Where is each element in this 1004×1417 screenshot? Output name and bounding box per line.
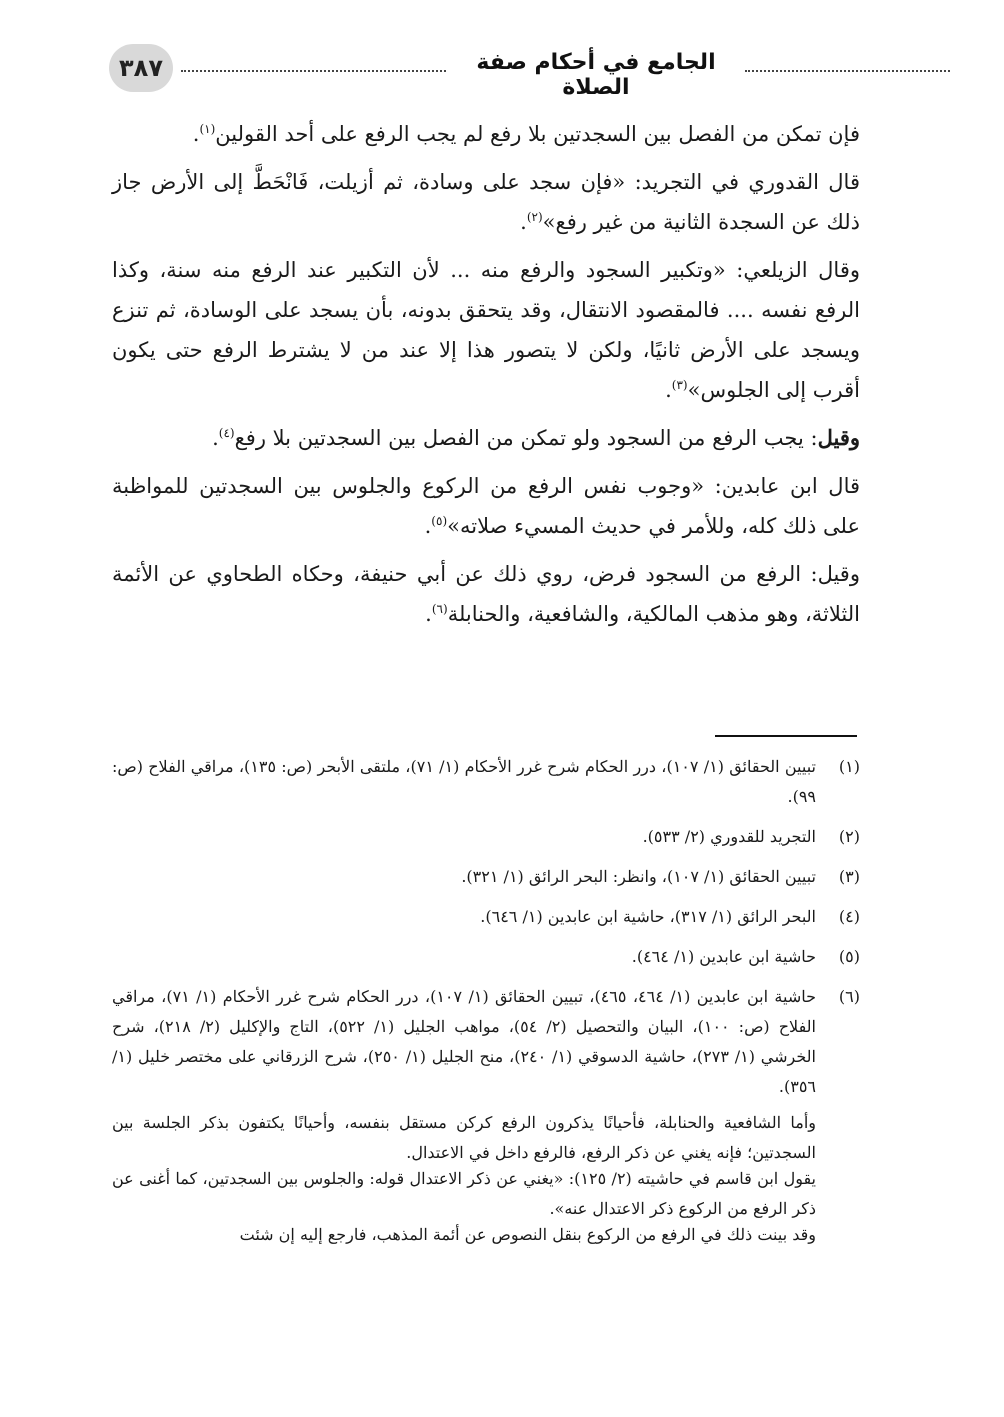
footnote (112, 752, 860, 812)
footnote-text: البحر الرائق (١/ ٣١٧)، حاشية ابن عابدين (١/ ٦٤٦). (480, 907, 816, 926)
footnote-ref[interactable]: (١) (199, 122, 216, 136)
footnote-continuation: وأما الشافعية والحنابلة، فأحيانًا يذكرون الرفع كركن مستقل بنفسه، وأحيانًا يكتفون بذكر الجلسة بين السجدتين؛ فإنه يغني عن ذكر الرفع، فالرفع داخل في الاعتدال. (112, 1113, 816, 1162)
paragraph: وقيل: الرفع من السجود فرض، روي ذلك عن أبي حنيفة، وحكاه الطحاوي عن الأئمة الثلاثة، وهو مذهب المالكية، والشافعية، والحنابلة$^{(٦)}$. (112, 562, 860, 626)
paragraph: وقيل: يجب الرفع من السجود ولو تمكن من الفصل بين السجدتين بلا رفع$^{(٤)}$. (212, 425, 860, 450)
footnote-number: (١) (838, 757, 860, 776)
footnote-text: تبيين الحقائق (١/ ١٠٧)، وانظر: البحر الرائق (١/ ٣٢١). (461, 867, 816, 886)
footnote-number: (٣) (838, 867, 860, 886)
header-dotted-rule-left (181, 70, 446, 72)
footnote-number: (٦) (838, 987, 860, 1006)
footnote-ref[interactable]: (٥) (431, 514, 448, 528)
footnote-text: حاشية ابن عابدين (١/ ٤٦٤). (631, 947, 816, 966)
paragraph-lead-word: وقيل (817, 425, 860, 450)
header-dotted-rule-right (745, 70, 950, 72)
running-title: الجامع في أحكام صفة الصلاة (476, 50, 716, 100)
footnote-ref[interactable]: (٦) (431, 602, 448, 616)
footnote-separator (715, 735, 857, 737)
paragraph: فإن تمكن من الفصل بين السجدتين بلا رفع لم يجب الرفع على أحد القولين$^{(١)}$. (192, 122, 860, 146)
footnote (112, 862, 860, 892)
footnotes (112, 752, 860, 1250)
paragraph: وقال الزيلعي: «وتكبير السجود والرفع منه ... لأن التكبير عند الرفع منه سنة، وكذا الرفع نفسه .... فالمقصود الانتقال، وقد يتحقق بدونه، بأن يسجد على الوسادة، ثم تنزع ويسجد على الأرض ثانيًا، ولكن لا يتصور هذا إلا عند من لا يشترط الرفع حتى يكون أقرب إلى الجلوس»$^{(٣)}$. (112, 258, 860, 402)
footnote-ref[interactable]: (٢) (526, 210, 543, 224)
page-header (105, 36, 854, 100)
paragraph: قال ابن عابدين: «وجوب نفس الرفع من الركوع والجلوس بين السجدتين للمواظبة على ذلك كله، وللأمر في حديث المسيء صلاته»$^{(٥)}$. (112, 474, 860, 538)
footnote-text: التجريد للقدوري (٢/ ٥٣٣). (642, 827, 816, 846)
footnote (112, 942, 860, 972)
footnote (112, 902, 860, 932)
footnote-text: حاشية ابن عابدين (١/ ٤٦٤، ٤٦٥)، تبيين الحقائق (١/ ١٠٧)، درر الحكام شرح غرر الأحكام (١/ ٧١)، مراقي الفلاح (ص: ١٠٠)، البيان والتحصيل (٢/ ٥٤)، مواهب الجليل (١/ ٥٢٢)، التاج والإكليل (٢/ ٢١٨)، شرح الخرشي (١/ ٢٧٣)، حاشية الدسوقي (١/ ٢٤٠)، منح الجليل (١/ ٢٥٠)، شرح الزرقاني على مختصر خليل (١/ ٣٥٦). (112, 987, 817, 1096)
footnote (112, 822, 860, 852)
page-number-badge: ٣٨٧ (109, 44, 173, 92)
footnote-number: (٢) (838, 827, 860, 846)
main-text (112, 114, 860, 642)
footnote-continuation: وقد بينت ذلك في الرفع من الركوع بنقل النصوص عن أئمة المذهب، فارجع إليه إن شئت (239, 1225, 816, 1244)
footnote-ref[interactable]: (٣) (671, 378, 688, 392)
footnote-number: (٤) (838, 907, 860, 926)
paragraph: قال القدوري في التجريد: «فإن سجد على وسادة، ثم أزيلت، فَانْحَطَّ إلى الأرض جاز ذلك عن السجدة الثانية من غير رفع»$^{(٢)}$. (112, 170, 860, 234)
footnote (112, 982, 860, 1102)
footnote-ref[interactable]: (٤) (218, 426, 235, 440)
footnote-text: تبيين الحقائق (١/ ١٠٧)، درر الحكام شرح غرر الأحكام (١/ ٧١)، ملتقى الأبحر (ص: ١٣٥)، مراقي الفلاح (ص: ٩٩). (112, 757, 816, 806)
footnote-number: (٥) (838, 947, 860, 966)
footnote-continuation: يقول ابن قاسم في حاشيته (٢/ ١٢٥): «يغني عن ذكر الاعتدال قوله: والجلوس بين السجدتين، كما أغنى عن ذكر الرفع من الركوع ذكر الاعتدال عنه». (112, 1169, 817, 1218)
